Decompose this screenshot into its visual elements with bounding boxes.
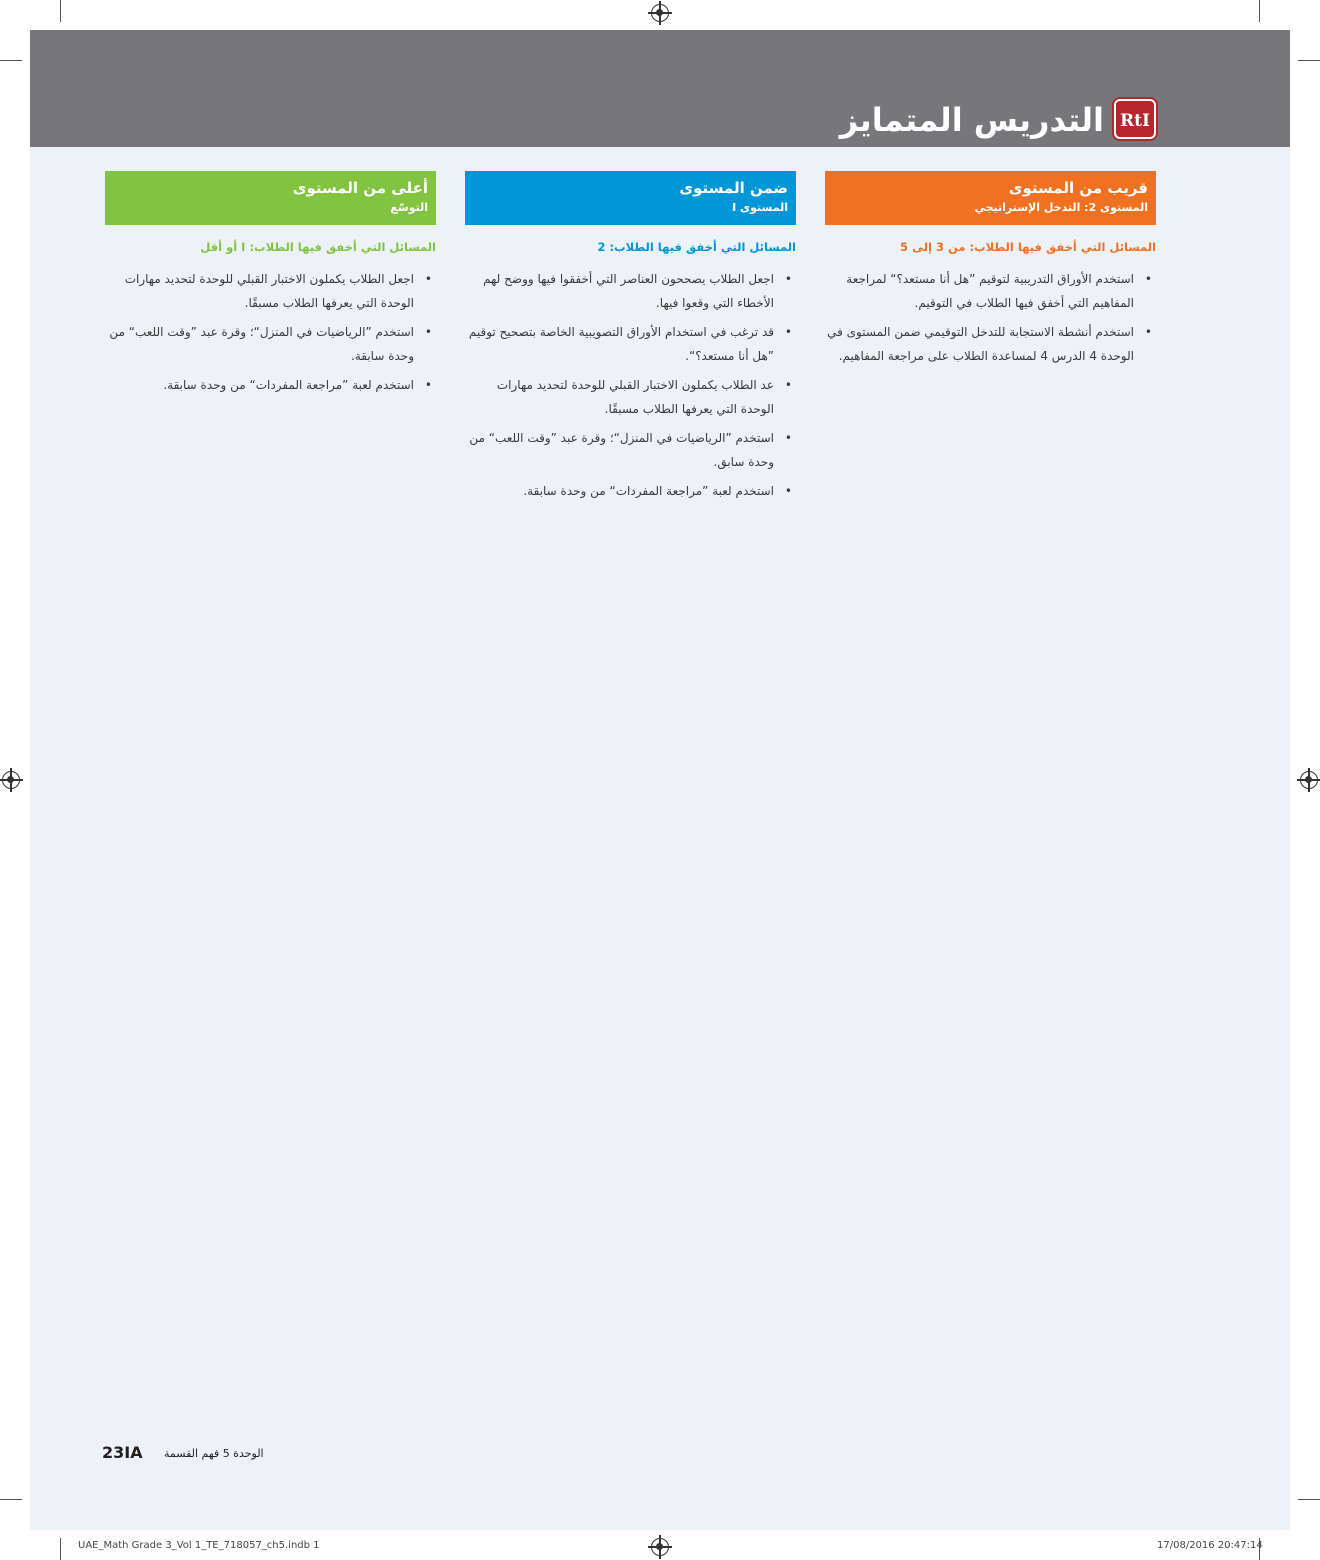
column-subtitle: المستوى 2: التدخل الإستراتيجي xyxy=(974,201,1148,214)
list-item: • استخدم ”الرياضيات في المنزل“؛ وقرة عبد ”وقت اللعب“ من وحدة سابق. xyxy=(465,426,796,474)
registration-mark-icon xyxy=(651,4,669,22)
crop-mark xyxy=(1298,1499,1320,1500)
section-heading: المسائل التي أخفق فيها الطلاب: 2 xyxy=(597,240,796,254)
list-item: • استخدم ”الرياضيات في المنزل“؛ وقرة عبد ”وقت اللعب“ من وحدة سابقة. xyxy=(105,320,436,368)
list-item: • قد ترغب في استخدام الأوراق التصويبية الخاصة بتصحيح توقيم ”هل أنا مستعد؟“. xyxy=(465,320,796,368)
page-header xyxy=(30,30,1290,147)
crop-mark xyxy=(60,1538,61,1560)
column-subtitle: التوسّع xyxy=(390,201,428,214)
crop-mark xyxy=(1259,0,1260,22)
registration-mark-icon xyxy=(651,1538,669,1556)
crop-mark xyxy=(0,60,22,61)
crop-mark xyxy=(60,0,61,22)
page-title: التدريس المتمايز xyxy=(839,101,1104,139)
page-number: 23IA xyxy=(102,1443,143,1462)
list-item: • استخدم لعبة ”مراجعة المفردات“ من وحدة سابقة. xyxy=(465,479,796,503)
column-header xyxy=(105,171,436,225)
column-subtitle: المستوى I xyxy=(732,201,788,214)
list-item: • اجعل الطلاب يصححون العناصر التي أخفقوا فيها ووضح لهم الأخطاء التي وقعوا فيها. xyxy=(465,267,796,315)
page xyxy=(30,30,1290,1530)
bullet-list xyxy=(825,267,1156,368)
chapter-label: الوحدة 5 فهم القسمة xyxy=(164,1447,264,1460)
section-heading: المسائل التي أخفق فيها الطلاب: من 3 إلى 5 xyxy=(900,240,1156,254)
list-item: • عد الطلاب يكملون الاختبار القبلي للوحدة لتحديد مهارات الوحدة التي يعرفها الطلاب مسبقًا. xyxy=(465,373,796,421)
crop-mark xyxy=(1298,60,1320,61)
list-item: • استخدم أنشطة الاستجابة للتدخل التوقيمي ضمن المستوى في الوحدة 4 الدرس 4 لمساعدة الطلاب على مراجعة المفاهيم. xyxy=(825,320,1156,368)
column-approaching xyxy=(825,171,1156,373)
list-item: • استخدم لعبة ”مراجعة المفردات“ من وحدة سابقة. xyxy=(105,373,436,397)
column-title: ضمن المستوى xyxy=(679,179,788,197)
slug-filename: UAE_Math Grade 3_Vol 1_TE_718057_ch5.indb 1 xyxy=(78,1540,320,1551)
slug-timestamp: 17/08/2016 20:47:14 xyxy=(1157,1540,1263,1551)
column-on-level xyxy=(465,171,796,508)
column-beyond-level xyxy=(105,171,436,402)
column-title: قريب من المستوى xyxy=(1008,179,1148,197)
registration-mark-icon xyxy=(2,771,20,789)
registration-mark-icon xyxy=(1300,771,1318,789)
section-heading: المسائل التي أخفق فيها الطلاب: I أو أقل xyxy=(200,240,436,254)
list-item: • استخدم الأوراق التدريبية لتوقيم ”هل أنا مستعد؟“ لمراجعة المفاهيم التي أخفق فيها الطلاب في التوقيم. xyxy=(825,267,1156,315)
rti-badge-icon: RtI xyxy=(1114,99,1156,139)
list-item: • اجعل الطلاب يكملون الاختبار القبلي للوحدة لتحديد مهارات الوحدة التي يعرفها الطلاب مسبقًا. xyxy=(105,267,436,315)
bullet-list xyxy=(105,267,436,397)
column-title: أعلى من المستوى xyxy=(292,179,428,197)
column-header xyxy=(465,171,796,225)
bullet-list xyxy=(465,267,796,503)
crop-mark xyxy=(0,1499,22,1500)
column-header xyxy=(825,171,1156,225)
